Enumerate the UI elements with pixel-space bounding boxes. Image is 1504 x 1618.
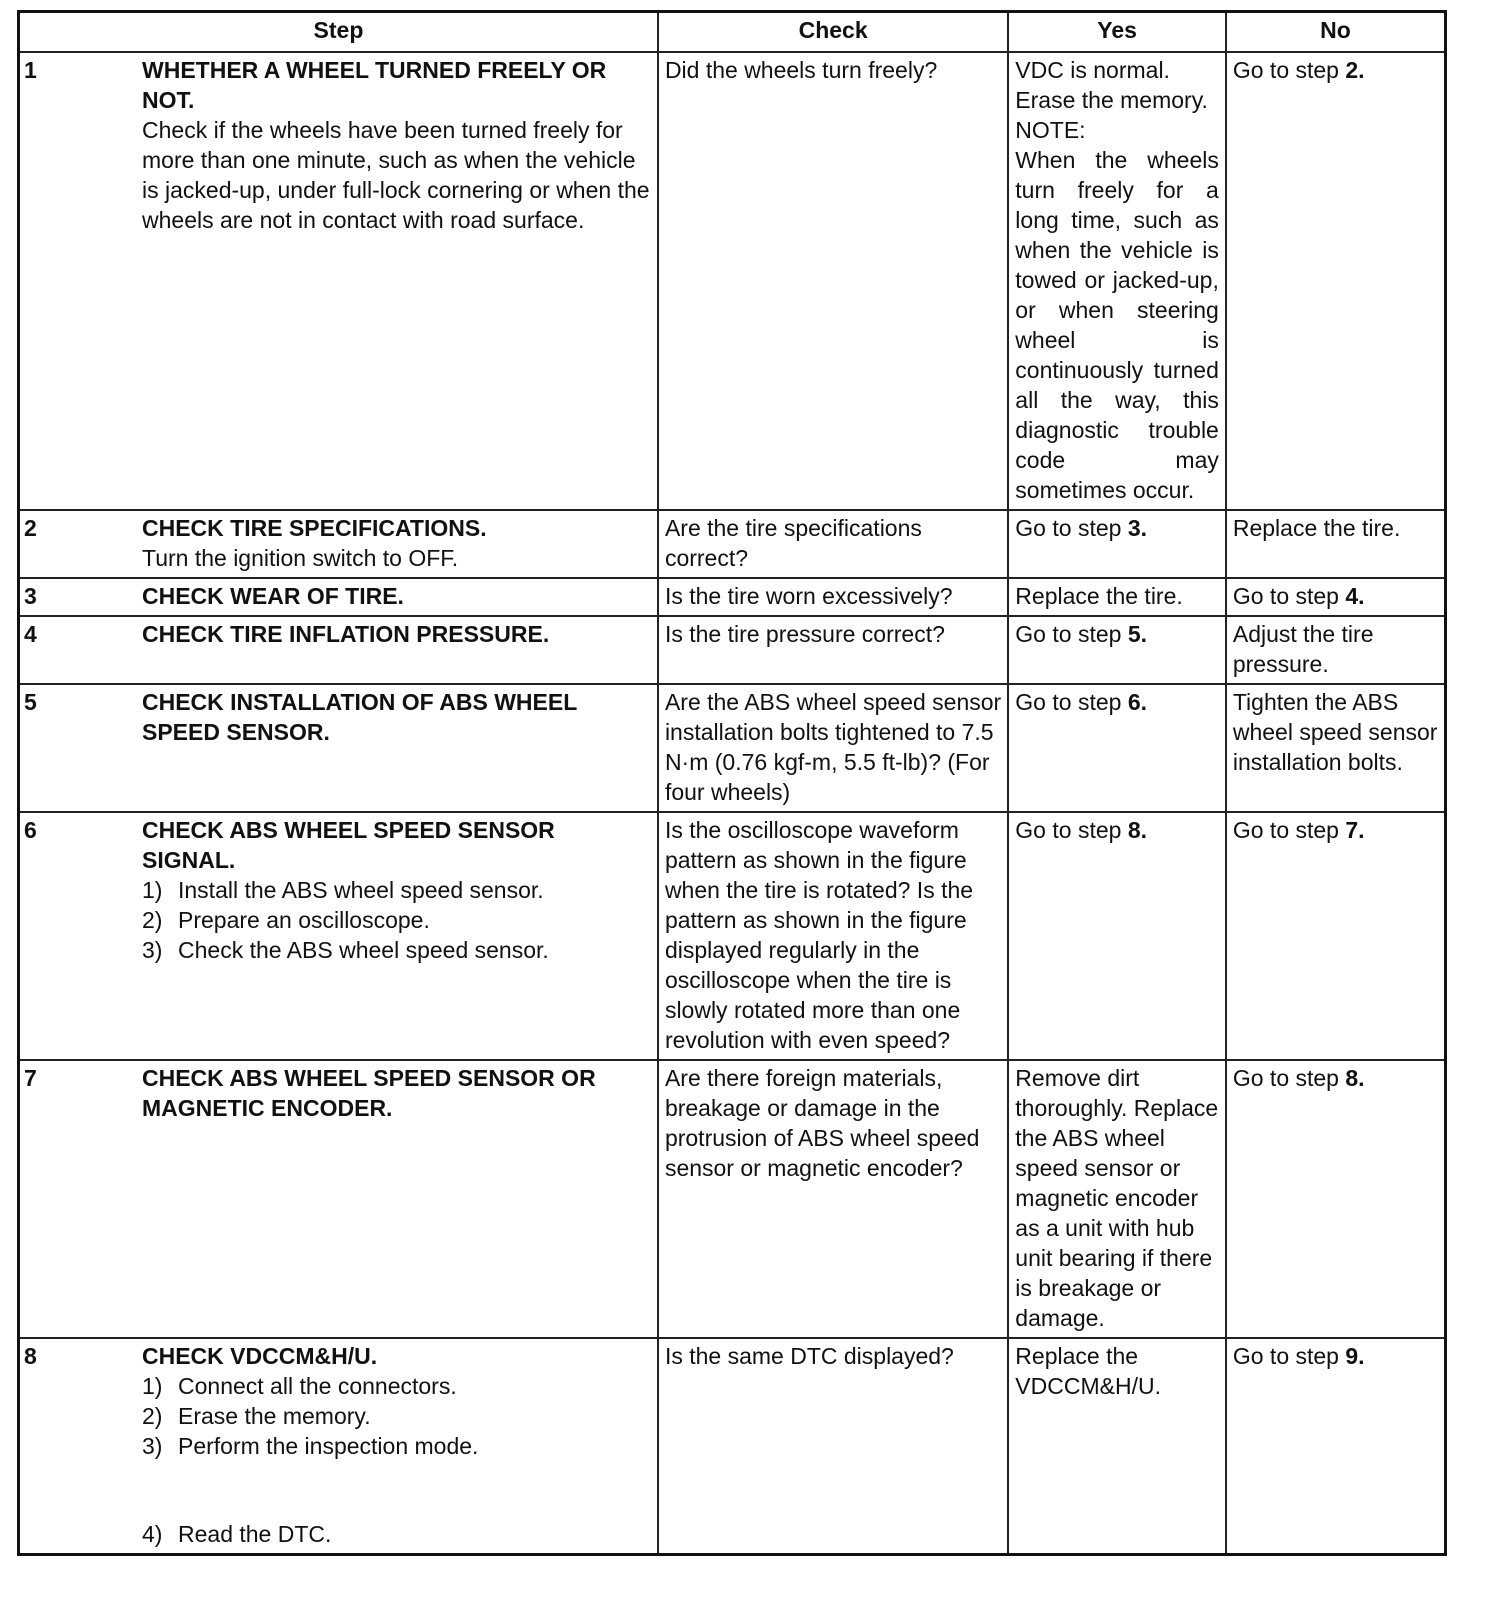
no-cell: Tighten the ABS wheel speed sensor installation bolts.	[1226, 684, 1446, 812]
step-link: 5.	[1127, 621, 1147, 647]
step-title: CHECK WEAR OF TIRE.	[142, 583, 404, 609]
check-cell: Are the ABS wheel speed sensor installation bolts tightened to 7.5 N·m (0.76 kgf-m, 5.5 ft-lb)? (For four wheels)	[658, 684, 1008, 812]
step-link: 7.	[1345, 817, 1365, 843]
header-no: No	[1226, 12, 1446, 53]
step-title: CHECK TIRE INFLATION PRESSURE.	[142, 621, 550, 647]
step-number: 5	[24, 689, 37, 715]
no-cell: Replace the tire.	[1226, 510, 1446, 578]
table-row	[19, 812, 1446, 1060]
step-number: 2	[24, 515, 37, 541]
note-text: When the wheels turn freely for a long time, such as when the vehicle is towed or jacked-up, or when steering wheel is continuously turned all the way, this diagnostic trouble code may sometimes occur.	[1015, 147, 1219, 503]
check-cell: Is the tire worn excessively?	[658, 578, 1008, 616]
note-label: NOTE:	[1015, 117, 1086, 143]
check-cell: Is the same DTC displayed?	[658, 1338, 1008, 1555]
step-link: 8.	[1345, 1065, 1365, 1091]
yes-cell: Remove dirt thoroughly. Replace the ABS wheel speed sensor or magnetic encoder as a unit with hub unit bearing if there is breakage or damage.	[1008, 1060, 1226, 1338]
check-cell: Are there foreign materials, breakage or damage in the protrusion of ABS wheel speed sensor or magnetic encoder?	[658, 1060, 1008, 1338]
step-title: CHECK ABS WHEEL SPEED SENSOR SIGNAL.	[142, 817, 555, 873]
step-cell	[19, 1338, 658, 1555]
step-description: Turn the ignition switch to OFF.	[142, 545, 459, 571]
no-cell	[1226, 52, 1446, 510]
step-title: CHECK INSTALLATION OF ABS WHEEL SPEED SENSOR.	[142, 689, 577, 745]
no-cell: Adjust the tire pressure.	[1226, 616, 1446, 684]
table-row	[19, 1060, 1446, 1338]
step-number: 6	[24, 817, 37, 843]
yes-text: Go to step	[1015, 621, 1128, 647]
step-link: 2.	[1345, 57, 1365, 83]
step-number: 8	[24, 1343, 37, 1369]
yes-cell: Replace the VDCCM&H/U.	[1008, 1338, 1226, 1555]
step-number: 4	[24, 621, 37, 647]
no-cell	[1226, 812, 1446, 1060]
yes-text: Go to step	[1015, 817, 1128, 843]
header-yes: Yes	[1008, 12, 1226, 53]
step-cell	[19, 578, 658, 616]
list-item: 3) Check the ABS wheel speed sensor.	[142, 937, 549, 963]
step-cell	[19, 510, 658, 578]
no-cell	[1226, 1060, 1446, 1338]
yes-cell	[1008, 812, 1226, 1060]
no-cell	[1226, 578, 1446, 616]
header-step: Step	[19, 12, 658, 53]
list-item: 1) Connect all the connectors.	[142, 1373, 457, 1399]
list-item: 2) Erase the memory.	[142, 1403, 371, 1429]
yes-cell	[1008, 684, 1226, 812]
no-text: Go to step	[1232, 583, 1346, 609]
check-cell: Is the tire pressure correct?	[658, 616, 1008, 684]
step-link: 3.	[1127, 515, 1147, 541]
check-cell: Did the wheels turn freely?	[658, 52, 1008, 510]
step-number: 7	[24, 1065, 37, 1091]
table-row	[19, 52, 1446, 510]
yes-cell	[1008, 510, 1226, 578]
no-text: Go to step	[1232, 57, 1346, 83]
check-cell: Are the tire specifications correct?	[658, 510, 1008, 578]
header-row	[19, 12, 1446, 53]
yes-text: Erase the memory.	[1015, 87, 1208, 113]
list-item: 2) Prepare an oscilloscope.	[142, 907, 430, 933]
step-link: 9.	[1345, 1343, 1365, 1369]
yes-text: Go to step	[1015, 689, 1128, 715]
table-row	[19, 616, 1446, 684]
step-cell	[19, 616, 658, 684]
table-row	[19, 684, 1446, 812]
yes-cell: Replace the tire.	[1008, 578, 1226, 616]
list-item: 4) Read the DTC.	[142, 1521, 332, 1547]
yes-cell	[1008, 616, 1226, 684]
yes-text: Go to step	[1015, 515, 1128, 541]
step-link: 8.	[1127, 817, 1147, 843]
table-row	[19, 578, 1446, 616]
table-row	[19, 510, 1446, 578]
step-number: 3	[24, 583, 37, 609]
yes-cell	[1008, 52, 1226, 510]
step-description: Check if the wheels have been turned freely for more than one minute, such as when the vehicle is jacked-up, under full-lock cornering or when the wheels are not in contact with road surface.	[142, 117, 650, 233]
no-text: Go to step	[1232, 817, 1346, 843]
step-cell	[19, 684, 658, 812]
list-item: 3) Perform the inspection mode.	[142, 1433, 479, 1459]
list-item: 1) Install the ABS wheel speed sensor.	[142, 877, 544, 903]
step-title: CHECK VDCCM&H/U.	[142, 1343, 378, 1369]
step-link: 6.	[1127, 689, 1147, 715]
step-title: WHETHER A WHEEL TURNED FREELY OR NOT.	[142, 57, 607, 113]
step-title: CHECK ABS WHEEL SPEED SENSOR OR MAGNETIC ENCODER.	[142, 1065, 596, 1121]
step-cell	[19, 52, 658, 510]
diagnostic-table	[17, 10, 1447, 1556]
step-cell	[19, 812, 658, 1060]
check-cell: Is the oscilloscope waveform pattern as shown in the figure when the tire is rotated? Is the pattern as shown in the figure displayed regularly in the oscilloscope when the tire is slowly rotated more than one revolution with even speed?	[658, 812, 1008, 1060]
step-number: 1	[24, 57, 37, 83]
no-cell	[1226, 1338, 1446, 1555]
table-row	[19, 1338, 1446, 1555]
yes-text: VDC is normal.	[1015, 57, 1170, 83]
no-text: Go to step	[1232, 1065, 1346, 1091]
step-cell	[19, 1060, 658, 1338]
header-check: Check	[658, 12, 1008, 53]
step-link: 4.	[1345, 583, 1365, 609]
no-text: Go to step	[1232, 1343, 1346, 1369]
step-title: CHECK TIRE SPECIFICATIONS.	[142, 515, 487, 541]
